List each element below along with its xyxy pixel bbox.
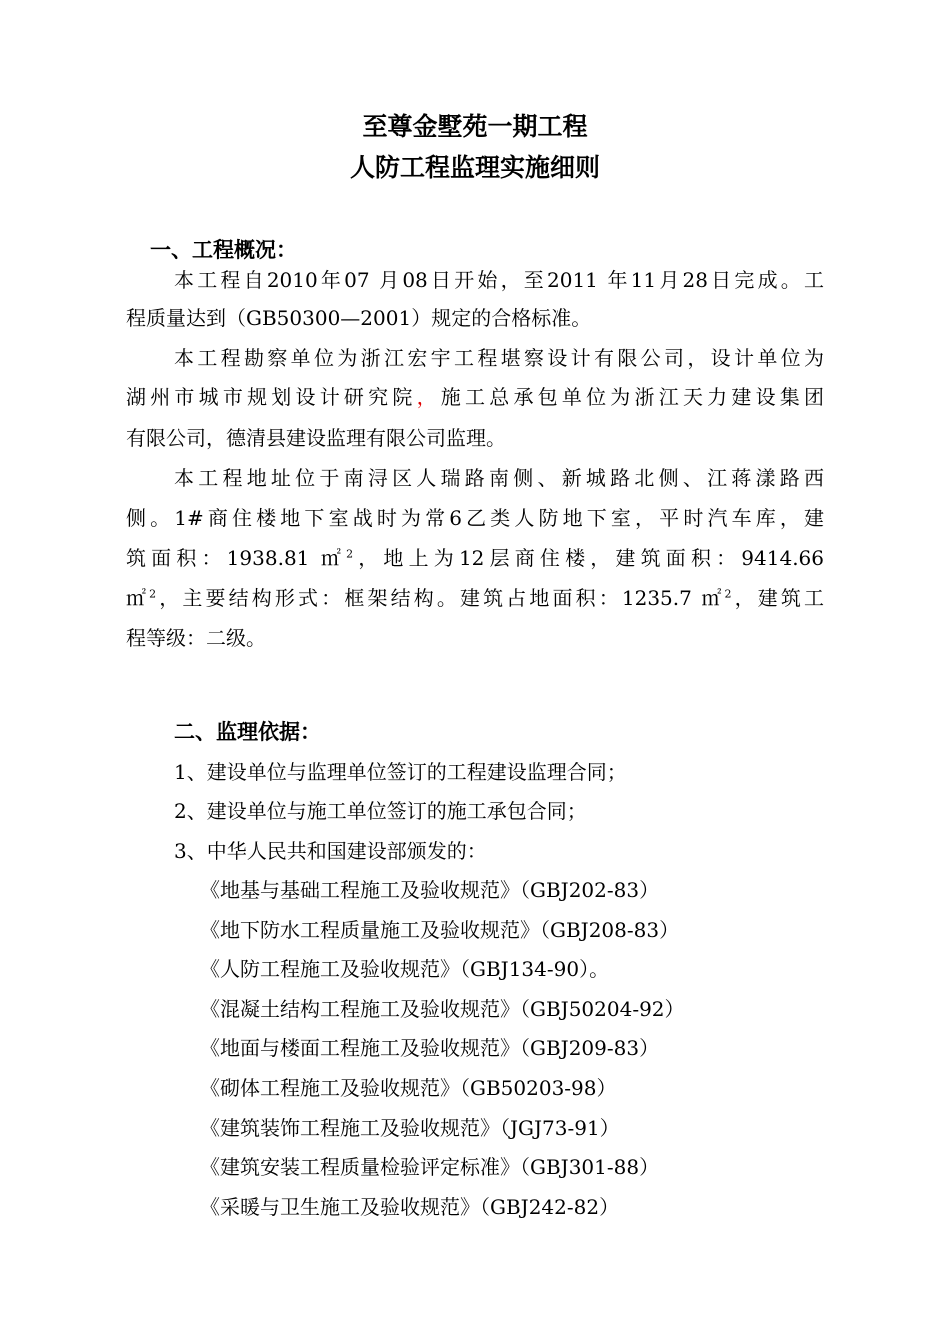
paragraph3-line4-part2: ，主要结构形式：框架结构。建筑占地面积：1235.7 ㎡ xyxy=(156,586,725,610)
paragraph2-red-comma: ， xyxy=(416,385,441,409)
standard-item: 《建筑装饰工程施工及验收规范》（JGJ73-91） xyxy=(200,1116,620,1140)
paragraph3-line3 xyxy=(126,544,824,572)
section1-heading: 一、工程概况： xyxy=(150,238,297,262)
paragraph3-line4-part3: ，建筑工 xyxy=(731,586,825,610)
standard-item: 《地基与基础工程施工及验收规范》（GBJ202-83） xyxy=(200,878,660,902)
superscript-2: 2 xyxy=(149,587,157,601)
document-title-line1: 至尊金墅苑一期工程 xyxy=(362,112,588,141)
paragraph3-line3-part1: 筑面积：1938.81 ㎡ xyxy=(126,546,347,570)
basis-item: 1、建设单位与监理单位签订的工程建设监理合同； xyxy=(174,760,627,784)
paragraph3-line5: 程等级：二级。 xyxy=(126,626,266,650)
section2-heading: 二、监理依据： xyxy=(174,720,321,744)
paragraph3-line4 xyxy=(126,584,824,612)
paragraph2-line3: 有限公司，德清县建设监理有限公司监理。 xyxy=(126,426,506,450)
paragraph3-line3-part2: ，地上为12层商住楼，建筑面积：9414.66 xyxy=(353,546,824,570)
standard-item: 《地面与楼面工程施工及验收规范》（GBJ209-83） xyxy=(200,1036,660,1060)
standard-item: 《建筑安装工程质量检验评定标准》（GBJ301-88） xyxy=(200,1155,660,1179)
standard-item: 《人防工程施工及验收规范》（GBJ134-90）。 xyxy=(200,957,610,981)
paragraph2-line1: 本工程勘察单位为浙江宏宇工程堪察设计有限公司，设计单位为 xyxy=(174,346,824,370)
paragraph1-line2: 程质量达到（GB50300—2001）规定的合格标准。 xyxy=(126,306,592,330)
paragraph3-line2: 侧。1#商住楼地下室战时为常6乙类人防地下室，平时汽车库，建 xyxy=(126,506,824,530)
paragraph3-line1: 本工程地址位于南浔区人瑞路南侧、新城路北侧、江蒋漾路西 xyxy=(174,466,824,490)
paragraph2-line2 xyxy=(126,383,824,411)
standard-item: 《砌体工程施工及验收规范》（GB50203-98） xyxy=(200,1076,617,1100)
standard-item: 《地下防水工程质量施工及验收规范》（GBJ208-83） xyxy=(200,918,680,942)
document-title-line2: 人防工程监理实施细则 xyxy=(349,153,600,182)
basis-item: 3、中华人民共和国建设部颁发的： xyxy=(174,839,487,863)
standard-item: 《混凝土结构工程施工及验收规范》（GBJ50204-92） xyxy=(200,997,685,1021)
superscript-2: 2 xyxy=(346,547,354,561)
paragraph2-line2-part1: 湖州市城市规划设计研究院 xyxy=(126,385,417,409)
basis-item: 2、建设单位与施工单位签订的施工承包合同； xyxy=(174,799,587,823)
paragraph3-line4-part1: ㎡ xyxy=(126,586,150,610)
paragraph2-line2-part2: 施工总承包单位为浙江天力建设集团 xyxy=(440,385,825,409)
superscript-2: 2 xyxy=(724,587,732,601)
standard-item: 《采暖与卫生施工及验收规范》（GBJ242-82） xyxy=(200,1195,620,1219)
paragraph1-line1: 本工程自2010年07 月08日开始，至2011 年11月28日完成。工 xyxy=(174,268,824,292)
